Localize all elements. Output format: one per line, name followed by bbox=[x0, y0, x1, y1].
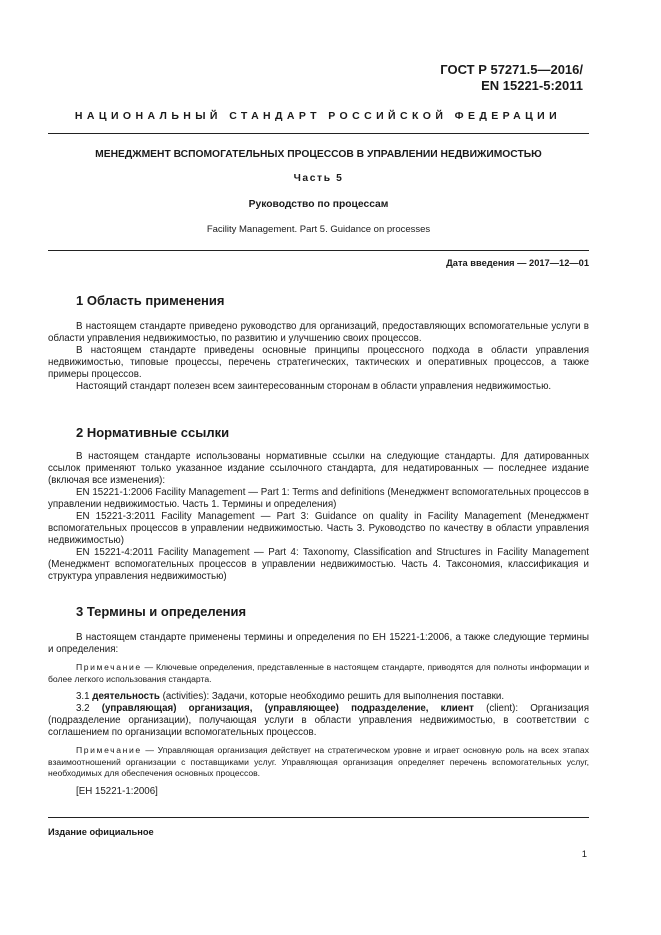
term-entry bbox=[48, 691, 589, 703]
date-rule bbox=[48, 250, 589, 251]
term-name: (управляющая) организация, (управляющее) подразделение, клиент bbox=[101, 703, 474, 714]
term-entry bbox=[48, 703, 589, 739]
term-definition: (client): Организация (подразделение организации), получающая услуги в области управления недвижимостью, в соответствии с соглашением по организации вспомогательных процессов. bbox=[48, 703, 590, 738]
note-text: — Управляющая организация действует на стратегическом уровне и играет основную роль на всех этапах взаимоотношений организации с поставщиками услуг. Управляющая организация определяет перечень вспомогательных услуг, необходимых для обеспечения основных процессов. bbox=[48, 745, 589, 778]
section-2-title: 2 Нормативные ссылки bbox=[76, 425, 230, 440]
section-1-paragraph: В настоящем стандарте приведено руководство для организаций, предоставляющих вспомогательные услуги в области управления недвижимостью, по развитию и улучшению своих процессов. bbox=[48, 321, 589, 344]
section-3-paragraph: В настоящем стандарте применены термины и определения по ЕН 15221-1:2006, а также следующие термины и определения: bbox=[48, 632, 589, 655]
term-source: [ЕН 15221-1:2006] bbox=[76, 785, 158, 797]
note bbox=[48, 662, 589, 685]
normative-reference: EN 15221-1:2006 Facility Management — Part 1: Terms and definitions (Менеджмент вспомогательных процессов в управлении недвижимостью. Часть 1. Термины и определения) bbox=[48, 487, 589, 510]
standard-code-line1: ГОСТ Р 57271.5—2016/ bbox=[440, 62, 583, 77]
term-definition: (activities): Задачи, которые необходимо решить для выполнения поставки. bbox=[159, 691, 505, 702]
section-3-title: 3 Термины и определения bbox=[76, 604, 247, 619]
section-1-paragraph: В настоящем стандарте приведены основные принципы процессного подхода в области управления недвижимостью, типовые процессы, перечень стратегических, тактических и оперативных процессов, а также примеры процессов. bbox=[48, 345, 589, 380]
normative-reference: EN 15221-3:2011 Facility Management — Part 3: Guidance on quality in Facility Management (Менеджмент вспомогательных процессов в управлении недвижимостью. Часть 3. Руководство по качеству в области управления недвижимостью) bbox=[48, 511, 589, 546]
section-2-paragraph: В настоящем стандарте использованы нормативные ссылки на следующие стандарты. Для датированных ссылок применяют только указанное издание ссылочного стандарта, для недатированных — последнее издание (включая все изменения): bbox=[48, 451, 589, 486]
document-subtitle: Руководство по процессам bbox=[248, 199, 389, 210]
standard-code-line2: EN 15221-5:2011 bbox=[481, 78, 583, 93]
part-label: Часть 5 bbox=[293, 173, 344, 184]
english-title: Facility Management. Part 5. Guidance on processes bbox=[206, 224, 431, 235]
section-3-body bbox=[48, 632, 589, 798]
normative-reference: EN 15221-4:2011 Facility Management — Part 4: Taxonomy, Classification and Structures in Facility Management (Менеджмент вспомогательных процессов в управлении недвижимостью. Часть 4. Таксономия, классификация и структура управления недвижимостью) bbox=[48, 547, 589, 582]
term-number: 3.2 bbox=[76, 703, 102, 714]
note-label: Примечание bbox=[76, 745, 142, 755]
page-number: 1 bbox=[581, 849, 587, 860]
note-label: Примечание bbox=[76, 662, 142, 672]
top-rule bbox=[48, 133, 589, 134]
term-number: 3.1 bbox=[76, 691, 93, 702]
note bbox=[48, 745, 589, 780]
standard-code bbox=[440, 62, 583, 94]
note-text: — Ключевые определения, представленные в настоящем стандарте, приводятся для полноты информации и более легкого использования стандарта. bbox=[48, 662, 589, 684]
section-1-title: 1 Область применения bbox=[76, 293, 225, 308]
term-name: деятельность bbox=[92, 691, 160, 702]
section-1-paragraph: Настоящий стандарт полезен всем заинтересованным сторонам в области управления недвижимостью. bbox=[76, 381, 552, 392]
introduction-date: Дата введения — 2017—12—01 bbox=[446, 258, 589, 268]
official-edition-label: Издание официальное bbox=[48, 827, 154, 837]
section-2-body bbox=[48, 451, 589, 583]
section-1-body bbox=[48, 321, 589, 393]
document-title: МЕНЕДЖМЕНТ ВСПОМОГАТЕЛЬНЫХ ПРОЦЕССОВ В УПРАВЛЕНИИ НЕДВИЖИМОСТЬЮ bbox=[95, 149, 542, 160]
national-standard-label: НАЦИОНАЛЬНЫЙ СТАНДАРТ РОССИЙСКОЙ ФЕДЕРАЦИИ bbox=[74, 110, 562, 122]
footer-rule bbox=[48, 817, 589, 818]
